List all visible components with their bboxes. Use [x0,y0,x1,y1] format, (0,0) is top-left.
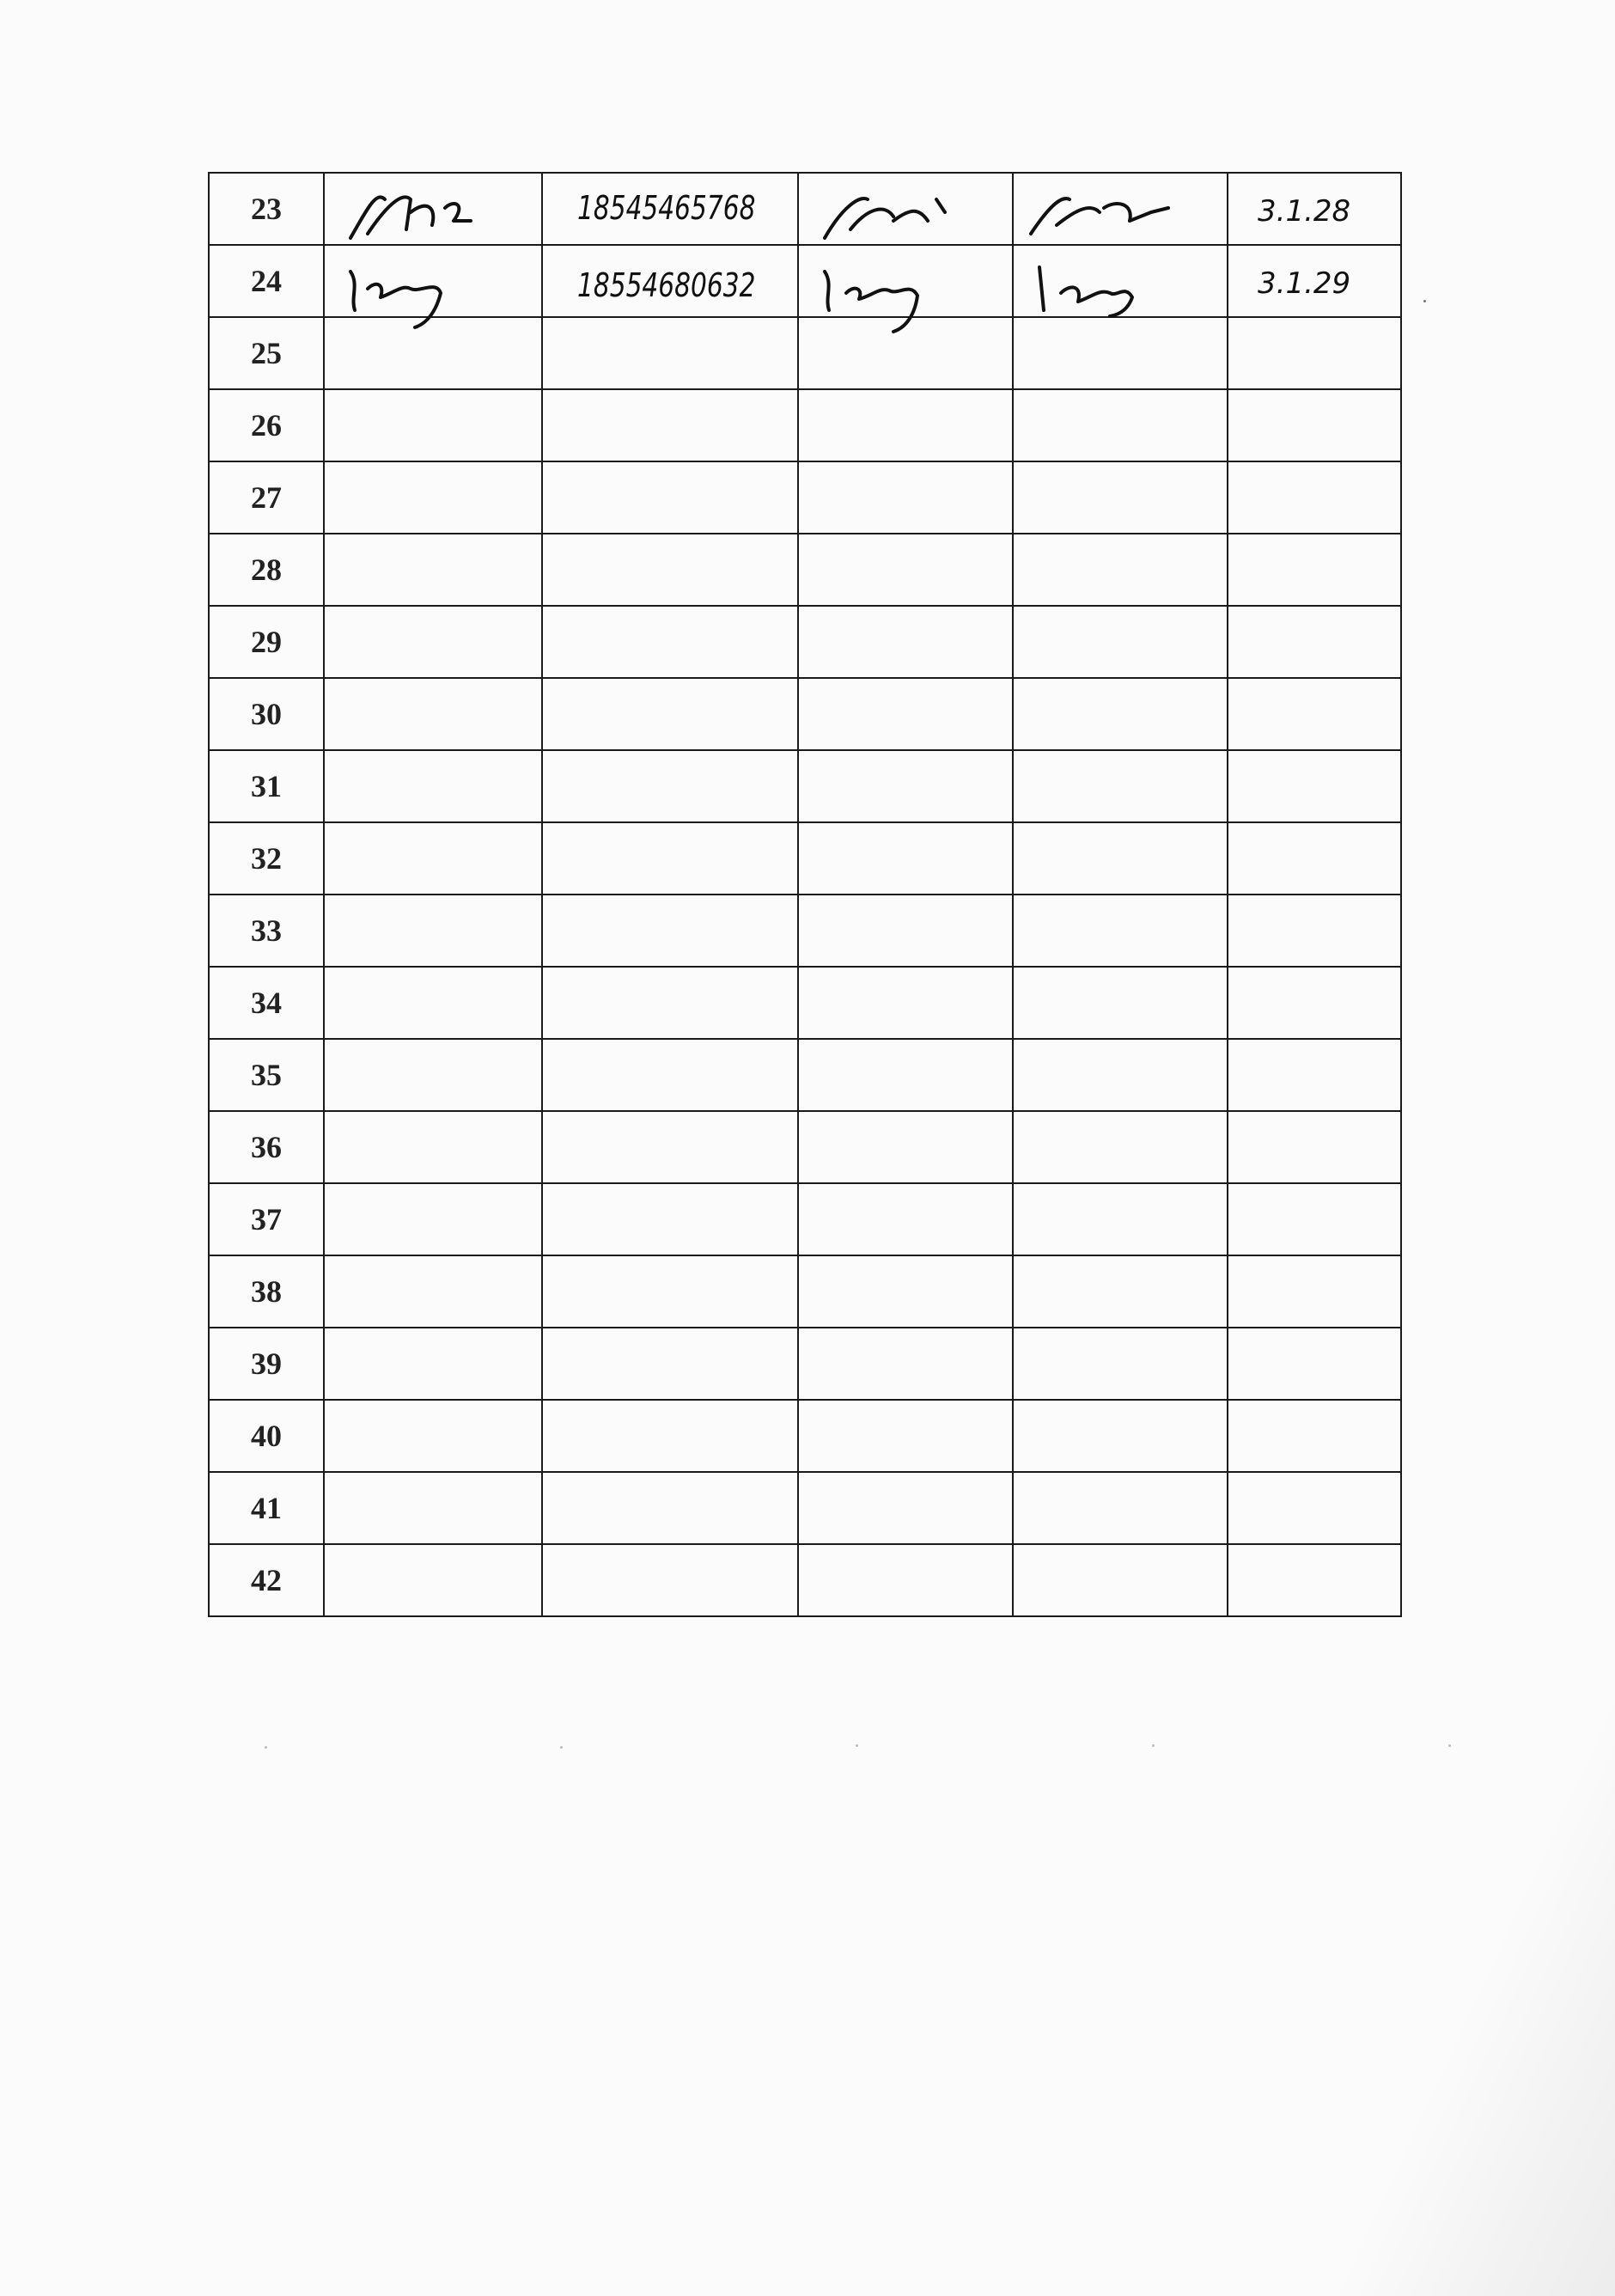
checker-cell [1013,678,1228,750]
date-cell [1228,678,1401,750]
table-row [209,1328,1401,1400]
handwritten-date: 3.1.28 [1258,194,1351,229]
row-number: 24 [209,245,324,317]
date-cell [1228,606,1401,678]
date-cell [1228,1183,1401,1255]
table-row [209,461,1401,534]
table-row [209,822,1401,895]
name-cell [324,967,542,1039]
table-row [209,245,1401,317]
date-cell [1228,1472,1401,1544]
table-row [209,1472,1401,1544]
table-row [209,389,1401,461]
name-cell [324,389,542,461]
signature-stroke [825,198,945,238]
checker-cell [1013,1111,1228,1183]
phone-cell [542,317,798,389]
checker-cell [1013,1544,1228,1616]
table-row [209,317,1401,389]
table-row [209,1039,1401,1111]
phone-cell [542,967,798,1039]
name-cell [324,895,542,967]
table-row [209,173,1401,245]
phone-cell [542,822,798,895]
row-number: 25 [209,317,324,389]
checker-cell [1013,1255,1228,1328]
row-number: 30 [209,678,324,750]
date-cell [1228,750,1401,822]
table-body [209,173,1401,1616]
signature-cell [798,389,1013,461]
handwritten-signature [799,246,996,314]
phone-cell [542,1328,798,1400]
date-cell [1228,1544,1401,1616]
signature-stroke [1039,267,1132,316]
table-row [209,1400,1401,1472]
handwritten-date: 3.1.29 [1258,266,1351,301]
date-cell [1228,1111,1401,1183]
date-cell [1228,1039,1401,1111]
table-row [209,534,1401,606]
phone-cell [542,1111,798,1183]
phone-cell [542,1472,798,1544]
date-cell [1228,534,1401,606]
signature-cell [798,1255,1013,1328]
signature-cell [798,317,1013,389]
name-cell [324,750,542,822]
signature-cell [798,967,1013,1039]
handwritten-signature [325,174,522,242]
name-cell [324,534,542,606]
signup-table [208,172,1402,1617]
scan-speck [1448,1744,1451,1747]
handwritten-signature [1014,246,1211,314]
row-number: 26 [209,389,324,461]
checker-cell [1013,1328,1228,1400]
signature-cell [798,173,1013,245]
signature-cell [798,1039,1013,1111]
checker-cell [1013,1039,1228,1111]
signature-cell [798,1328,1013,1400]
signature-stroke [1031,198,1168,234]
row-number: 33 [209,895,324,967]
phone-cell [542,1183,798,1255]
row-number: 34 [209,967,324,1039]
stray-dot [1423,300,1426,302]
checker-cell [1013,1472,1228,1544]
table-row [209,1255,1401,1328]
phone-cell [542,750,798,822]
date-cell [1228,1255,1401,1328]
phone-cell [542,534,798,606]
date-cell [1228,1400,1401,1472]
name-cell [324,1183,542,1255]
name-cell [324,606,542,678]
signature-cell [798,245,1013,317]
date-cell [1228,1328,1401,1400]
signature-cell [798,822,1013,895]
table-row [209,606,1401,678]
phone-cell [542,895,798,967]
row-number: 41 [209,1472,324,1544]
phone-cell [542,461,798,534]
phone-cell [542,389,798,461]
row-number: 31 [209,750,324,822]
phone-cell [542,245,798,317]
phone-cell [542,606,798,678]
name-cell [324,1255,542,1328]
date-cell [1228,822,1401,895]
signature-stroke [350,197,471,238]
name-cell [324,1400,542,1472]
name-cell [324,822,542,895]
handwritten-signature [799,174,996,242]
checker-cell [1013,317,1228,389]
row-number: 28 [209,534,324,606]
date-cell [1228,245,1401,317]
phone-cell [542,678,798,750]
signature-cell [798,534,1013,606]
date-cell [1228,389,1401,461]
signature-cell [798,750,1013,822]
table-row [209,1183,1401,1255]
scan-speck [856,1744,858,1747]
checker-cell [1013,822,1228,895]
date-cell [1228,895,1401,967]
name-cell [324,1111,542,1183]
checker-cell [1013,389,1228,461]
signature-cell [798,461,1013,534]
checker-cell [1013,1400,1228,1472]
row-number: 38 [209,1255,324,1328]
handwritten-signature [1014,174,1211,242]
name-cell [324,1039,542,1111]
checker-cell [1013,461,1228,534]
row-number: 23 [209,173,324,245]
row-number: 36 [209,1111,324,1183]
phone-cell [542,1039,798,1111]
row-number: 29 [209,606,324,678]
table-row [209,750,1401,822]
phone-cell [542,1544,798,1616]
signature-cell [798,1183,1013,1255]
row-number: 42 [209,1544,324,1616]
checker-cell [1013,606,1228,678]
checker-cell [1013,895,1228,967]
handwritten-signature [325,246,522,314]
table-row [209,678,1401,750]
name-cell [324,1328,542,1400]
checker-cell [1013,750,1228,822]
name-cell [324,173,542,245]
row-number: 27 [209,461,324,534]
checker-cell [1013,173,1228,245]
table-row [209,967,1401,1039]
date-cell [1228,461,1401,534]
name-cell [324,1472,542,1544]
phone-cell [542,173,798,245]
phone-cell [542,1400,798,1472]
row-number: 35 [209,1039,324,1111]
checker-cell [1013,245,1228,317]
table-row [209,1111,1401,1183]
date-cell [1228,967,1401,1039]
handwritten-phone: 18545465768 [577,189,756,227]
checker-cell [1013,967,1228,1039]
handwritten-phone: 18554680632 [577,266,756,304]
signature-cell [798,1111,1013,1183]
table-row [209,1544,1401,1616]
name-cell [324,245,542,317]
signature-cell [798,895,1013,967]
signature-cell [798,606,1013,678]
page-shadow [1340,1523,1615,2296]
signature-cell [798,1472,1013,1544]
scan-speck [1152,1744,1155,1747]
table-row [209,895,1401,967]
date-cell [1228,317,1401,389]
row-number: 39 [209,1328,324,1400]
row-number: 40 [209,1400,324,1472]
signature-cell [798,678,1013,750]
checker-cell [1013,1183,1228,1255]
row-number: 37 [209,1183,324,1255]
scan-speck [560,1746,563,1749]
name-cell [324,461,542,534]
row-number: 32 [209,822,324,895]
name-cell [324,678,542,750]
name-cell [324,1544,542,1616]
phone-cell [542,1255,798,1328]
checker-cell [1013,534,1228,606]
date-cell [1228,173,1401,245]
signature-cell [798,1544,1013,1616]
name-cell [324,317,542,389]
scan-speck [265,1746,267,1749]
signature-cell [798,1400,1013,1472]
